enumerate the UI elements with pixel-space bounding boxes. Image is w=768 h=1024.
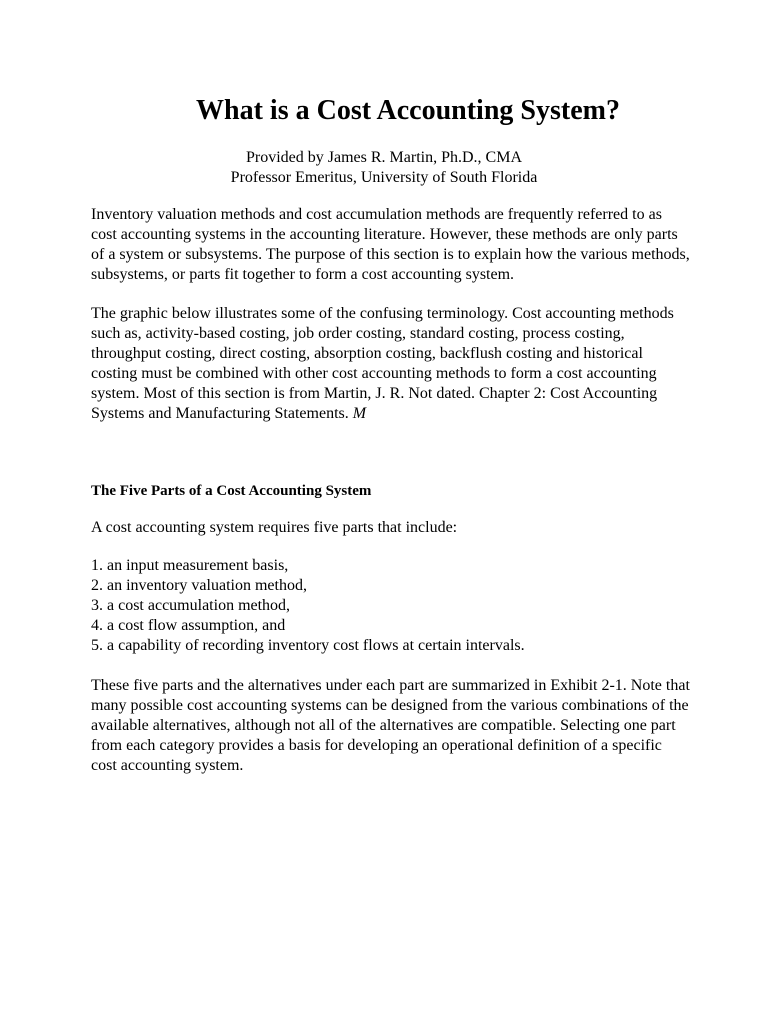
paragraph-terminology <box>91 304 691 423</box>
page-title: What is a Cost Accounting System? <box>196 95 620 126</box>
list-item: 5. a capability of recording inventory cost flows at certain intervals. <box>91 637 525 655</box>
author-byline <box>0 148 768 187</box>
section-heading: The Five Parts of a Cost Accounting System <box>91 483 372 499</box>
list-item: 3. a cost accumulation method, <box>91 597 291 615</box>
list-item: 4. a cost flow assumption, and <box>91 617 286 635</box>
paragraph-terminology-text: The graphic below illustrates some of the confusing terminology. Cost accounting methods such as, activity-based costing, job order costing, standard costing, process costing, throughput costing, direct costing, absorption costing, backflush costing and historical costing must be combined with other cost accounting methods to form a cost accounting system. Most of this section is from Martin, J. R. Not dated. Chapter 2: Cost Accounting Systems and Manufacturing Statements. <box>91 305 674 422</box>
list-item: 2. an inventory valuation method, <box>91 577 307 595</box>
list-item: 1. an input measurement basis, <box>91 557 289 574</box>
five-parts-list <box>91 556 525 656</box>
byline-author: Provided by James R. Martin, Ph.D., CMA <box>246 149 522 166</box>
paragraph-intro: A cost accounting system requires five parts that include: <box>91 519 458 536</box>
paragraph-terminology-italic: M <box>352 404 367 422</box>
paragraph-closing: These five parts and the alternatives under each part are summarized in Exhibit 2-1. Note that many possible cost accounting systems can be designed from the various combinations of the available alternatives, although not all of the alternatives are compatible. Selecting one part from each category provides a basis for developing an operational definition of a specific cost accounting system. <box>91 677 690 774</box>
byline-affiliation: Professor Emeritus, University of South Florida <box>230 168 538 186</box>
paragraph-inventory-methods: Inventory valuation methods and cost accumulation methods are frequently referred to as cost accounting systems in the accounting literature. However, these methods are only parts of a system or subsystems. The purpose of this section is to explain how the various methods, subsystems, or parts fit together to form a cost accounting system. <box>91 206 690 283</box>
